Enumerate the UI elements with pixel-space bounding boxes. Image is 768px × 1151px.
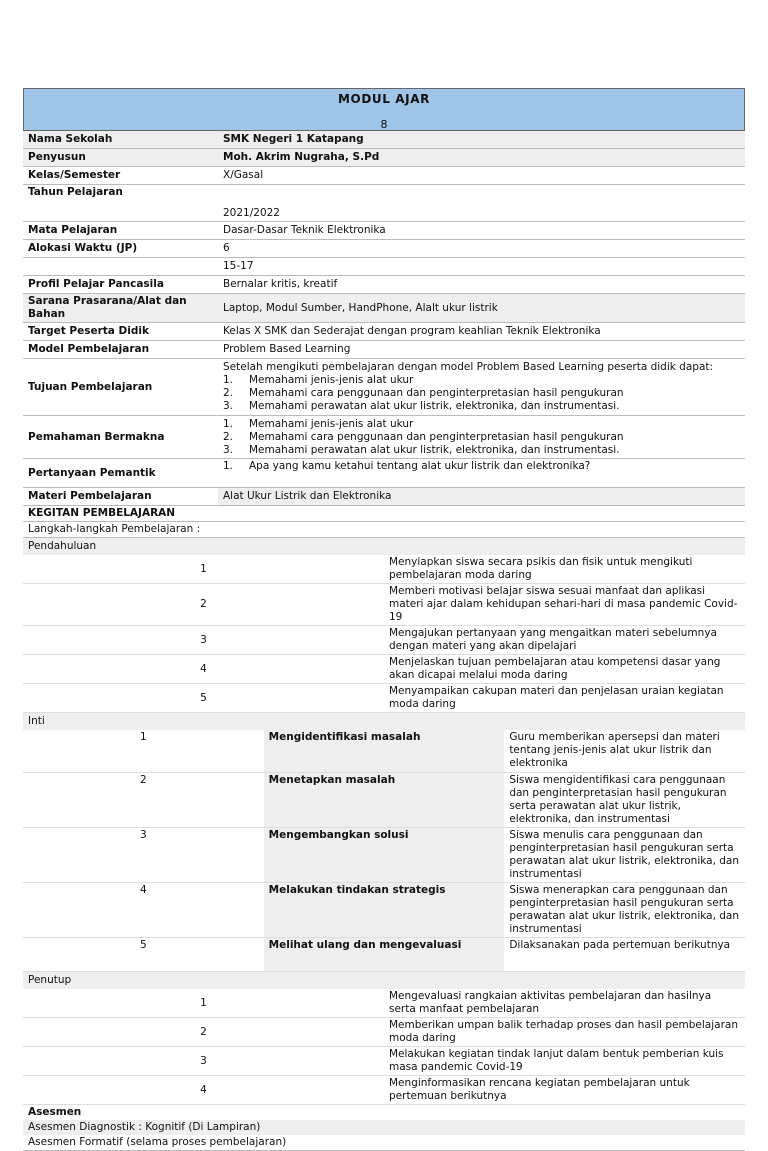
info-label: Tahun Pelajaran [23,185,218,222]
inti-step: Melakukan tindakan strategis [264,883,505,938]
modul-ajar-document [23,88,745,1151]
info-value: X/Gasal [218,167,745,185]
list-row [23,626,745,655]
info-value: Bernalar kritis, kreatif [218,276,745,294]
inti-row [23,938,745,972]
inti-description: Siswa menulis cara penggunaan dan penginterpretasian hasil pengukuran serta perawatan alat ukur listrik, elektronika, dan instrumentasi [504,828,745,883]
tujuan-content [218,359,745,416]
materi-value: Alat Ukur Listrik dan Elektronika [218,488,745,506]
row-number: 5 [23,684,384,713]
list-item: 2. Memahami cara penggunaan dan penginterpretasian hasil pengukuran [223,387,624,399]
inti-description: Guru memberikan apersepsi dan materi tentang jenis-jenis alat ukur listrik dan elektronika [504,730,745,773]
row-number: 5 [23,938,264,972]
row-number: 3 [23,828,264,883]
list-item: 3. Memahami perawatan alat ukur listrik, elektronika, dan instrumentasi. [223,443,620,456]
info-row [23,323,745,341]
info-label: Target Peserta Didik [23,323,218,341]
list-item: 1. Memahami jenis-jenis alat ukur [223,417,414,430]
pemahaman-list [223,418,740,457]
info-label: Nama Sekolah [23,131,218,149]
info-value: 15-17 [218,258,745,276]
info-row [23,240,745,258]
inti-step: Mengidentifikasi masalah [264,730,505,773]
pertanyaan-content [218,459,745,488]
info-row [23,341,745,359]
row-text: Memberi motivasi belajar siswa sesuai manfaat dan aplikasi materi ajar dalam kehidupan sehari-hari di masa pandemic Covid-19 [384,584,745,626]
asesmen-item: Asesmen Formatif (selama proses pembelajaran) [23,1135,745,1151]
inti-row [23,730,745,773]
info-value: 2021/2022 [218,185,745,222]
info-value: Kelas X SMK dan Sederajat dengan program keahlian Teknik Elektronika [218,323,745,341]
list-item: 3. Memahami perawatan alat ukur listrik, elektronika, dan instrumentasi. [223,400,620,412]
row-number: 4 [23,883,264,938]
row-text: Menginformasikan rencana kegiatan pembelajaran untuk pertemuan berikutnya [384,1076,745,1105]
pemahaman-label: Pemahaman Bermakna [23,416,218,459]
list-row [23,1018,745,1047]
pendahuluan-label: Pendahuluan [23,538,745,555]
row-number: 3 [23,1047,384,1076]
info-table [23,131,745,359]
document-title: MODUL AJAR [338,92,430,106]
info-value: Dasar-Dasar Teknik Elektronika [218,222,745,240]
module-number: 8 [380,118,388,131]
row-number: 4 [23,1076,384,1105]
inti-label: Inti [23,713,745,730]
asesmen-label: Asesmen [28,1106,82,1118]
row-text: Menyampaikan cakupan materi dan penjelasan uraian kegiatan moda daring [384,684,745,713]
list-item: 1. Memahami jenis-jenis alat ukur [223,374,414,386]
info-row [23,131,745,149]
info-row [23,167,745,185]
pertanyaan-label: Pertanyaan Pemantik [23,459,218,488]
info-label: Kelas/Semester [23,167,218,185]
info-label: Profil Pelajar Pancasila [23,276,218,294]
list-row [23,655,745,684]
kegiatan-label: KEGITAN PEMBELAJARAN [23,506,218,522]
row-text: Mengevaluasi rangkaian aktivitas pembelajaran dan hasilnya serta manfaat pembelajaran [384,989,745,1018]
row-text: Melakukan kegiatan tindak lanjut dalam bentuk pemberian kuis masa pandemic Covid-19 [384,1047,745,1076]
info-row [23,258,745,276]
row-number: 3 [23,626,384,655]
info-label [23,258,218,276]
row-number: 2 [23,1018,384,1047]
info-row [23,294,745,323]
row-text: Menyiapkan siswa secara psikis dan fisik untuk mengikuti pembelajaran moda daring [384,555,745,584]
row-number: 4 [23,655,384,684]
list-row [23,1076,745,1105]
row-number: 2 [23,584,384,626]
penutup-label: Penutup [23,972,745,989]
inti-description: Siswa mengidentifikasi cara penggunaan dan penginterpretasian hasil pengukuran serta perawatan alat ukur listrik, elektronika, dan instrumentasi [504,773,745,828]
row-number: 1 [23,989,384,1018]
info-label: Sarana Prasarana/Alat dan Bahan [23,294,218,323]
inti-description: Dilaksanakan pada pertemuan berikutnya [504,938,745,972]
list-row [23,989,745,1018]
inti-row [23,773,745,828]
tujuan-intro: Setelah mengikuti pembelajaran dengan model Problem Based Learning peserta didik dapat: [223,361,714,373]
inti-step: Mengembangkan solusi [264,828,505,883]
row-text: Memberikan umpan balik terhadap proses dan hasil pembelajaran moda daring [384,1018,745,1047]
inti-row [23,828,745,883]
info-label: Alokasi Waktu (JP) [23,240,218,258]
info-row [23,149,745,167]
info-row [23,276,745,294]
info-value: Laptop, Modul Sumber, HandPhone, Alalt ukur listrik [218,294,745,323]
info-value: Problem Based Learning [218,341,745,359]
list-item: 1. Apa yang kamu ketahui tentang alat ukur listrik dan elektronika? [223,460,591,472]
asesmen-item: Asesmen Diagnostik : Kognitif (Di Lampiran) [23,1120,745,1135]
pertanyaan-list [223,460,740,473]
info-label: Penyusun [23,149,218,167]
inti-table [23,713,745,972]
info-value: SMK Negeri 1 Katapang [218,131,745,149]
row-text: Mengajukan pertanyaan yang mengaitkan materi sebelumnya dengan materi yang akan dipelajari [384,626,745,655]
list-row [23,684,745,713]
list-row [23,555,745,584]
info-label: Model Pembelajaran [23,341,218,359]
row-text: Menjelaskan tujuan pembelajaran atau kompetensi dasar yang akan dicapai melalui moda daring [384,655,745,684]
inti-step: Menetapkan masalah [264,773,505,828]
row-number: 1 [23,555,384,584]
info-value: 6 [218,240,745,258]
info-value: Moh. Akrim Nugraha, S.Pd [218,149,745,167]
inti-description: Siswa menerapkan cara penggunaan dan penginterpretasian hasil pengukuran serta perawatan alat ukur listrik, elektronika, dan instrumentasi [504,883,745,938]
row-number: 1 [23,730,264,773]
materi-label: Materi Pembelajaran [23,488,218,506]
tujuan-table [23,359,745,538]
row-number: 2 [23,773,264,828]
list-item: 2. Memahami cara penggunaan dan penginterpretasian hasil pengukuran [223,430,624,443]
tujuan-label: Tujuan Pembelajaran [23,359,218,416]
asesmen-table [23,1105,745,1151]
list-row [23,1047,745,1076]
title-block [23,88,745,131]
list-row [23,584,745,626]
info-row [23,222,745,240]
info-row [23,185,745,222]
tujuan-list [223,374,740,413]
langkah-label: Langkah-langkah Pembelajaran : [23,522,218,538]
info-label: Mata Pelajaran [23,222,218,240]
inti-row [23,883,745,938]
penutup-table [23,972,745,1105]
pendahuluan-table [23,538,745,713]
inti-step: Melihat ulang dan mengevaluasi [264,938,505,972]
pemahaman-content [218,416,745,459]
